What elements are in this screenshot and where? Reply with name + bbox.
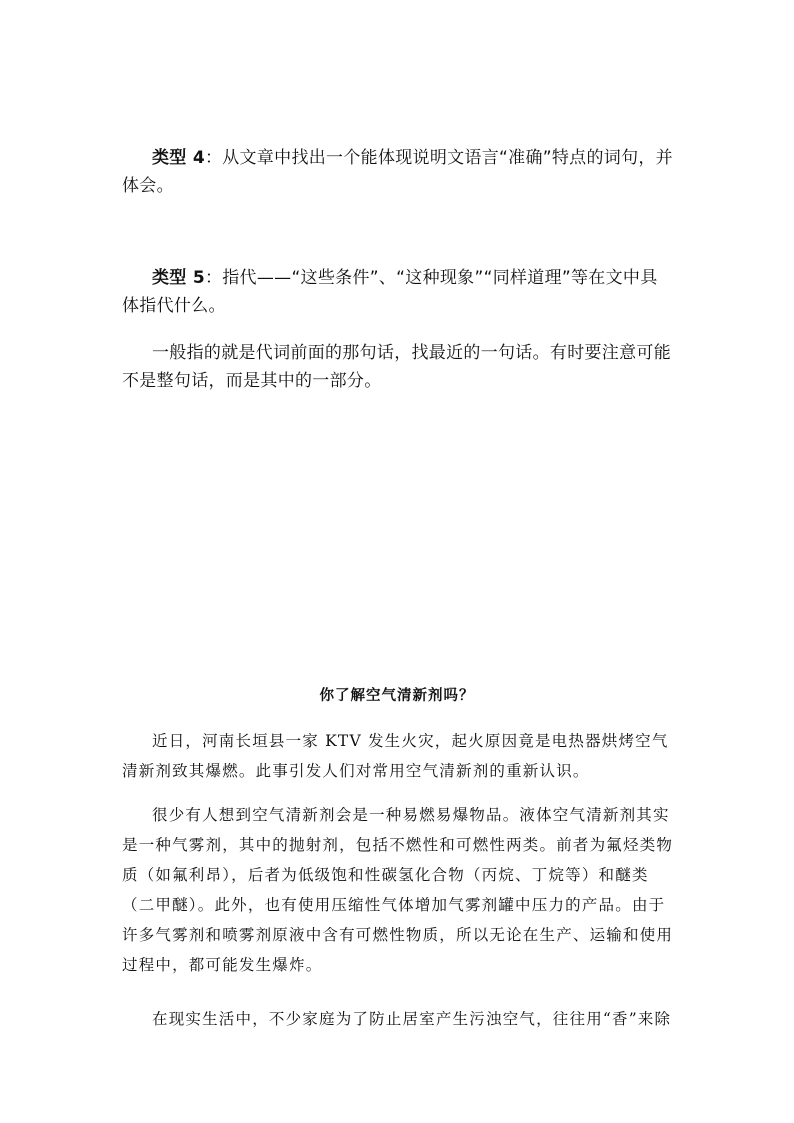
type5-text: ：指代——“这些条件”、“这种现象”“同样道理”等在文中具体指代什么。 (122, 268, 658, 316)
article-paragraph-3: 在现实生活中，不少家庭为了防止居室产生污浊空气，往往用“香”来除 (152, 1010, 672, 1028)
type4-question (122, 144, 674, 200)
article-title: 你了解空气清新剂吗？ (319, 687, 475, 704)
type5-note: 一般指的就是代词前面的那句话，找最近的一句话。有时要注意可能不是整句话，而是其中的一部分。 (122, 343, 671, 391)
article-paragraph-2: 很少有人想到空气清新剂会是一种易燃易爆物品。液体空气清新剂其实是一种气雾剂，其中的抛射剂，包括不燃性和可燃性两类。前者为氟烃类物质（如氟利昂），后者为低级饱和性碳氢化合物（丙烷、丁烷等）和醚类（二甲醚）。此外，也有使用压缩性气体增加气雾剂罐中压力的产品。由于许多气雾剂和喷雾剂原液中含有可燃性物质，所以无论在生产、运输和使用过程中，都可能发生爆炸。 (122, 806, 674, 974)
type4-text: ：从文章中找出一个能体现说明文语言“准确”特点的词句，并体会。 (122, 148, 673, 196)
type5-label: 类型 5 (152, 268, 205, 288)
type4-label: 类型 4 (152, 148, 205, 168)
article-paragraph-1: 近日，河南长垣县一家 KTV 发生火灾，起火原因竟是电热器烘烤空气清新剂致其爆燃。此事引发人们对常用空气清新剂的重新认识。 (122, 732, 669, 780)
type5-question (122, 264, 674, 320)
